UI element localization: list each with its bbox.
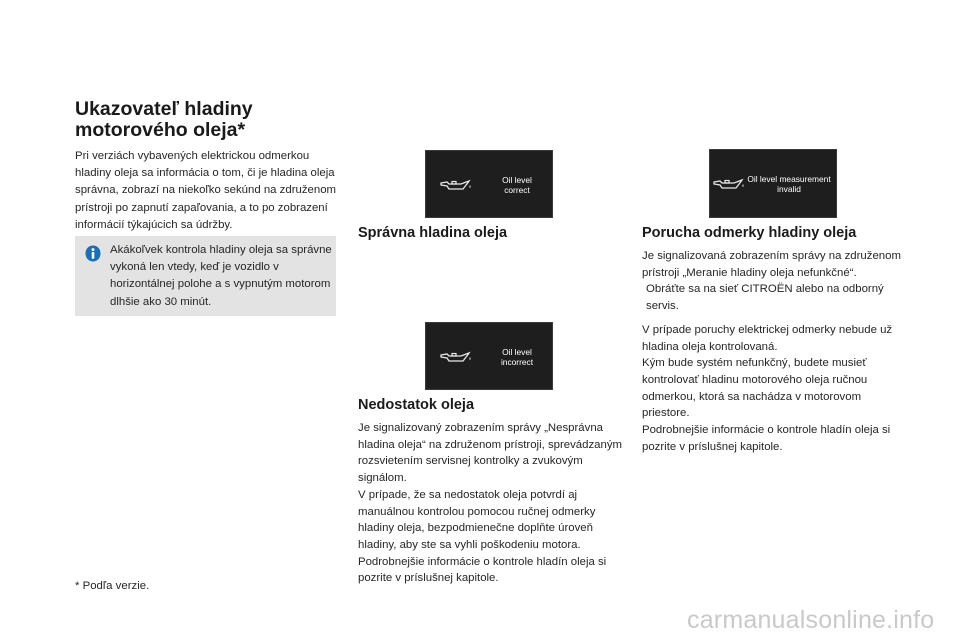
display-message: [740, 174, 838, 194]
gauge-fault-text: [642, 248, 907, 455]
display-message: [488, 347, 546, 367]
heading-gauge-fault: Porucha odmerky hladiny oleja: [642, 225, 857, 241]
display-message-line1: Oil level: [502, 347, 532, 357]
display-oil-level-invalid: [709, 149, 837, 218]
display-message-line2: incorrect: [500, 357, 534, 367]
page-title: Ukazovateľ hladiny motorového oleja*: [75, 98, 253, 141]
display-message-line1: Oil level: [502, 175, 532, 185]
display-message-line1: Oil level measurement: [747, 174, 831, 184]
display-oil-level-correct: [425, 150, 553, 218]
footnote: * Podľa verzie.: [75, 580, 150, 592]
intro-paragraph: Pri verziách vybavených elektrickou odmerkou hladiny oleja sa informácia o tom, či je hladina oleja správna, zobrazí na niekoľko sekúnd na združenom prístroji po zapnutí zapaľovania, a to po zobrazení informácií týkajúcich sa údržby.: [75, 150, 337, 231]
watermark: carmanualsonline.info: [687, 606, 935, 634]
heading-correct-level: Správna hladina oleja: [358, 225, 508, 241]
display-message: [488, 175, 546, 195]
oil-can-icon: [439, 178, 473, 192]
gauge-fault-paragraph-3: V prípade poruchy elektrickej odmerky nebude už hladina oleja kontrolovaná.: [642, 323, 893, 353]
display-message-line2: correct: [504, 185, 530, 195]
low-oil-paragraph-2: V prípade, že sa nedostatok oleja potvrdí aj manuálnou kontrolou pomocou ručnej odmerky hladiny oleja, bezpodmienečne doplňte úroveň hladiny, aby ste sa vyhli poškodeniu motora.: [358, 488, 596, 551]
note-text: Akákoľvek kontrola hladiny oleja sa správne vykoná len vtedy, keď je vozidlo v horizontálnej polohe a s vypnutým motorom dlhšie ako 30 minút.: [110, 244, 332, 308]
oil-can-icon: [439, 350, 473, 364]
gauge-fault-paragraph-4: Kým bude systém nefunkčný, budete musieť kontrolovať hladinu motorového oleja ručnou odmerkou, ktorá sa nachádza v motorovom priestore.: [642, 357, 868, 420]
note-box: [75, 236, 336, 316]
gauge-fault-paragraph-2: Obráťte sa na sieť CITROËN alebo na odborný servis.: [646, 283, 884, 313]
info-icon: [85, 245, 101, 262]
low-oil-text: [358, 420, 623, 587]
low-oil-paragraph-3: Podrobnejšie informácie o kontrole hladín oleja si pozrite v príslušnej kapitole.: [358, 555, 607, 585]
low-oil-paragraph-1: Je signalizovaný zobrazením správy „Nesprávna hladina oleja“ na združenom prístroji, sprevádzaným rozsvietením servisnej kontrolky a zvukovým signálom.: [358, 422, 623, 485]
heading-low-oil: Nedostatok oleja: [358, 397, 475, 413]
display-message-line2: invalid: [777, 184, 801, 194]
gauge-fault-paragraph-1: Je signalizovaná zobrazením správy na združenom prístroji „Meranie hladiny oleja nefunkčné“.: [642, 250, 901, 279]
display-oil-level-incorrect: [425, 322, 553, 390]
gauge-fault-paragraph-5: Podrobnejšie informácie o kontrole hladín oleja si pozrite v príslušnej kapitole.: [642, 424, 891, 453]
